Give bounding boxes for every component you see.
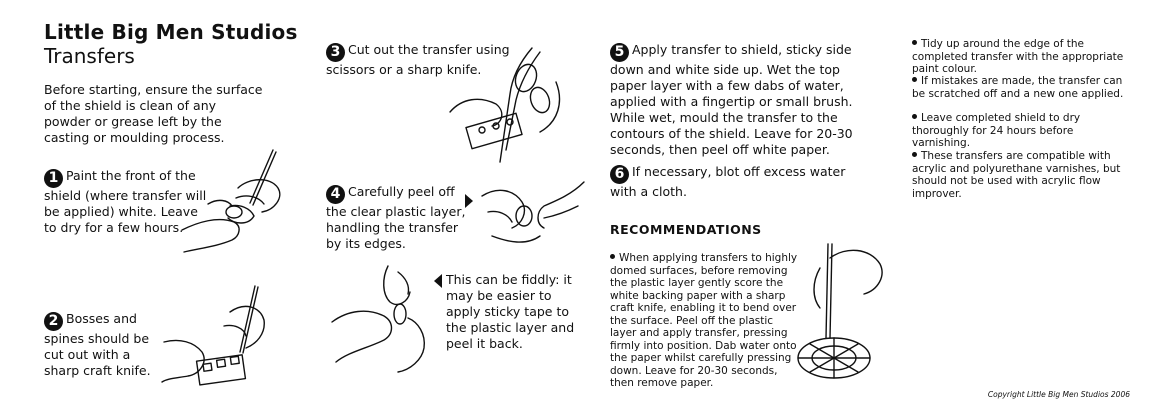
bullet-icon <box>912 40 917 45</box>
bullet-icon <box>912 114 917 119</box>
scissors-illustration <box>440 42 570 167</box>
step-6 <box>610 164 875 200</box>
step-5-text: Apply transfer to shield, sticky side down and white side up. Wet the top paper layer with a few dabs of water, applied with a fingertip or small brush. While wet, mould the transfer to the contours of the shield. Leave for 20-30 seconds, then peel off white paper. <box>610 42 853 157</box>
pointer-right-icon <box>465 194 473 208</box>
step-4 <box>326 184 466 252</box>
step-6-text: If necessary, blot off excess water with a cloth. <box>610 164 846 199</box>
page-subtitle: Transfers <box>44 44 135 68</box>
step-5-number: 5 <box>610 43 629 62</box>
note-1-text: Tidy up around the edge of the completed transfer with the appropriate paint colour. <box>912 38 1124 75</box>
step-2-number: 2 <box>44 312 63 331</box>
tip-text: This can be fiddly: it may be easier to apply sticky tape to the plastic layer and peel it back. <box>446 272 575 351</box>
recommendation-main <box>610 252 802 390</box>
note-4 <box>912 150 1134 200</box>
step-2 <box>44 311 164 379</box>
bullet-icon <box>912 77 917 82</box>
step-5 <box>610 42 875 158</box>
note-1 <box>912 38 1132 76</box>
note-4-text: These transfers are compatible with acrylic and polyurethane varnishes, but should not be used with acrylic flow improver. <box>912 150 1121 200</box>
note-3 <box>912 112 1132 150</box>
note-2 <box>912 75 1132 100</box>
scoring-shield-illustration <box>790 238 900 388</box>
copyright-text: Copyright Little Big Men Studios 2006 <box>987 390 1130 399</box>
step-1-text: Paint the front of the shield (where transfer will be applied) white. Leave to dry for a few hours. <box>44 168 207 235</box>
step-6-number: 6 <box>610 165 629 184</box>
hands-peeling-illustration <box>478 176 588 261</box>
step-1-number: 1 <box>44 169 63 188</box>
step-2-text: Bosses and spines should be cut out with a sharp craft knife. <box>44 311 151 378</box>
hands-tape-illustration <box>328 262 440 380</box>
recommendations-heading: RECOMMENDATIONS <box>610 222 762 237</box>
step-3-text: Cut out the transfer using scissors or a sharp knife. <box>326 42 510 77</box>
brand-title: Little Big Men Studios <box>44 20 298 44</box>
bullet-icon <box>610 254 615 259</box>
recommendation-main-text: When applying transfers to highly domed surfaces, before removing the plastic layer gently score the white backing paper with a sharp craft knife, enabling it to bend over the surface. Peel off the plastic layer and apply transfer, pressing firmly into position. Dab water onto the paper whilst carefully pressing down. Leave for 20-30 seconds, then remove paper. <box>610 252 798 389</box>
hand-knife-illustration <box>160 282 285 392</box>
note-3-text: Leave completed shield to dry thoroughly for 24 hours before varnishing. <box>912 112 1081 149</box>
bullet-icon <box>912 152 917 157</box>
step-4-text: Carefully peel off the clear plastic layer, handling the transfer by its edges. <box>326 184 466 251</box>
step-4-number: 4 <box>326 185 345 204</box>
intro-text: Before starting, ensure the surface of the shield is clean of any powder or grease left by the casting or moulding process. <box>44 82 263 145</box>
step-3-number: 3 <box>326 43 345 62</box>
hand-painting-illustration <box>178 148 298 258</box>
note-2-text: If mistakes are made, the transfer can be scratched off and a new one applied. <box>912 75 1124 100</box>
